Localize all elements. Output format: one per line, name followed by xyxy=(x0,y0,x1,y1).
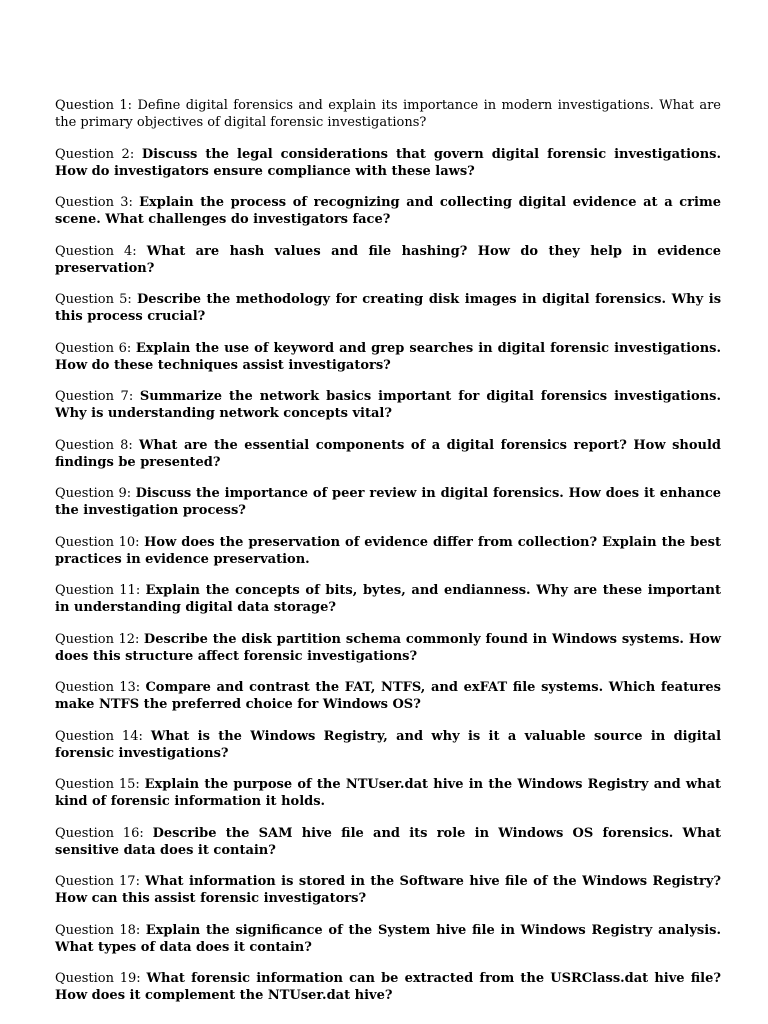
question-text: Explain the purpose of the NTUser.dat hive in the Windows Registry and what kind of forensic information it holds. xyxy=(55,777,722,809)
question-text: What are hash values and file hashing? How do they help in evidence preservation? xyxy=(55,243,721,276)
question-4 xyxy=(55,243,721,277)
question-text: Explain the use of keyword and grep searches in digital forensic investigations. How do these techniques assist investigators? xyxy=(55,340,721,373)
question-label: Question 2: xyxy=(55,146,135,162)
question-text: Explain the significance of the System hive file in Windows Registry analysis. What types of data does it contain? xyxy=(55,922,721,955)
document-page xyxy=(55,97,721,1019)
question-10 xyxy=(55,534,721,568)
question-1 xyxy=(55,97,721,131)
question-label: Question 12: xyxy=(55,631,140,647)
question-7 xyxy=(55,388,721,422)
question-label: Question 10: xyxy=(55,534,140,550)
question-14 xyxy=(55,728,721,762)
question-11 xyxy=(55,582,721,616)
question-text: What are the essential components of a digital forensics report? How should findings be presented? xyxy=(55,437,721,470)
question-9 xyxy=(55,485,721,519)
question-6 xyxy=(55,340,721,374)
question-text: Explain the concepts of bits, bytes, and endianness. Why are these important in understanding digital data storage? xyxy=(55,583,721,615)
question-label: Question 17: xyxy=(55,874,140,889)
question-text: What forensic information can be extracted from the USRClass.dat hive file? How does it complement the NTUser.dat hive? xyxy=(55,971,721,1003)
question-2 xyxy=(55,146,721,180)
question-label: Question 4: xyxy=(55,243,137,259)
question-18 xyxy=(55,922,721,956)
question-5 xyxy=(55,291,721,325)
question-label: Question 13: xyxy=(55,680,141,695)
question-16 xyxy=(55,825,721,859)
question-label: Question 6: xyxy=(55,340,132,356)
question-8 xyxy=(55,437,721,471)
question-label: Question 19: xyxy=(55,971,141,986)
question-label: Question 16: xyxy=(55,825,144,841)
question-17 xyxy=(55,873,721,907)
question-text: What information is stored in the Software hive file of the Windows Registry? How can this assist forensic investigators? xyxy=(55,874,721,906)
question-text: Describe the disk partition schema commonly found in Windows systems. How does this structure affect forensic investigations? xyxy=(55,631,721,664)
question-text: Describe the SAM hive file and its role in Windows OS forensics. What sensitive data does it contain? xyxy=(55,825,721,858)
question-label: Question 9: xyxy=(55,486,132,501)
question-text: Define digital forensics and explain its importance in modern investigations. What are the primary objectives of digital forensic investigations? xyxy=(55,98,721,130)
question-15 xyxy=(55,776,721,810)
question-text: How does the preservation of evidence differ from collection? Explain the best practices in evidence preservation. xyxy=(55,534,721,567)
question-label: Question 8: xyxy=(55,437,133,453)
question-label: Question 18: xyxy=(55,922,141,938)
question-12 xyxy=(55,631,721,665)
question-label: Question 14: xyxy=(55,728,143,744)
question-text: Discuss the legal considerations that govern digital forensic investigations. How do investigators ensure compliance with these laws? xyxy=(55,146,721,179)
question-text: Describe the methodology for creating disk images in digital forensics. Why is this process crucial? xyxy=(55,292,722,324)
question-label: Question 1: xyxy=(55,98,133,113)
question-text: Discuss the importance of peer review in digital forensics. How does it enhance the investigation process? xyxy=(55,486,721,518)
question-text: What is the Windows Registry, and why is it a valuable source in digital forensic investigations? xyxy=(55,728,722,761)
question-19 xyxy=(55,970,721,1004)
question-label: Question 3: xyxy=(55,195,133,210)
question-text: Explain the process of recognizing and collecting digital evidence at a crime scene. What challenges do investigators face? xyxy=(55,195,721,227)
question-label: Question 11: xyxy=(55,583,141,598)
question-3 xyxy=(55,194,721,228)
question-text: Summarize the network basics important for digital forensics investigations. Why is understanding network concepts vital? xyxy=(55,389,721,421)
question-label: Question 7: xyxy=(55,389,134,404)
question-label: Question 15: xyxy=(55,777,140,792)
question-text: Compare and contrast the FAT, NTFS, and exFAT file systems. Which features make NTFS the preferred choice for Windows OS? xyxy=(55,680,721,712)
question-13 xyxy=(55,679,721,713)
question-label: Question 5: xyxy=(55,292,132,307)
